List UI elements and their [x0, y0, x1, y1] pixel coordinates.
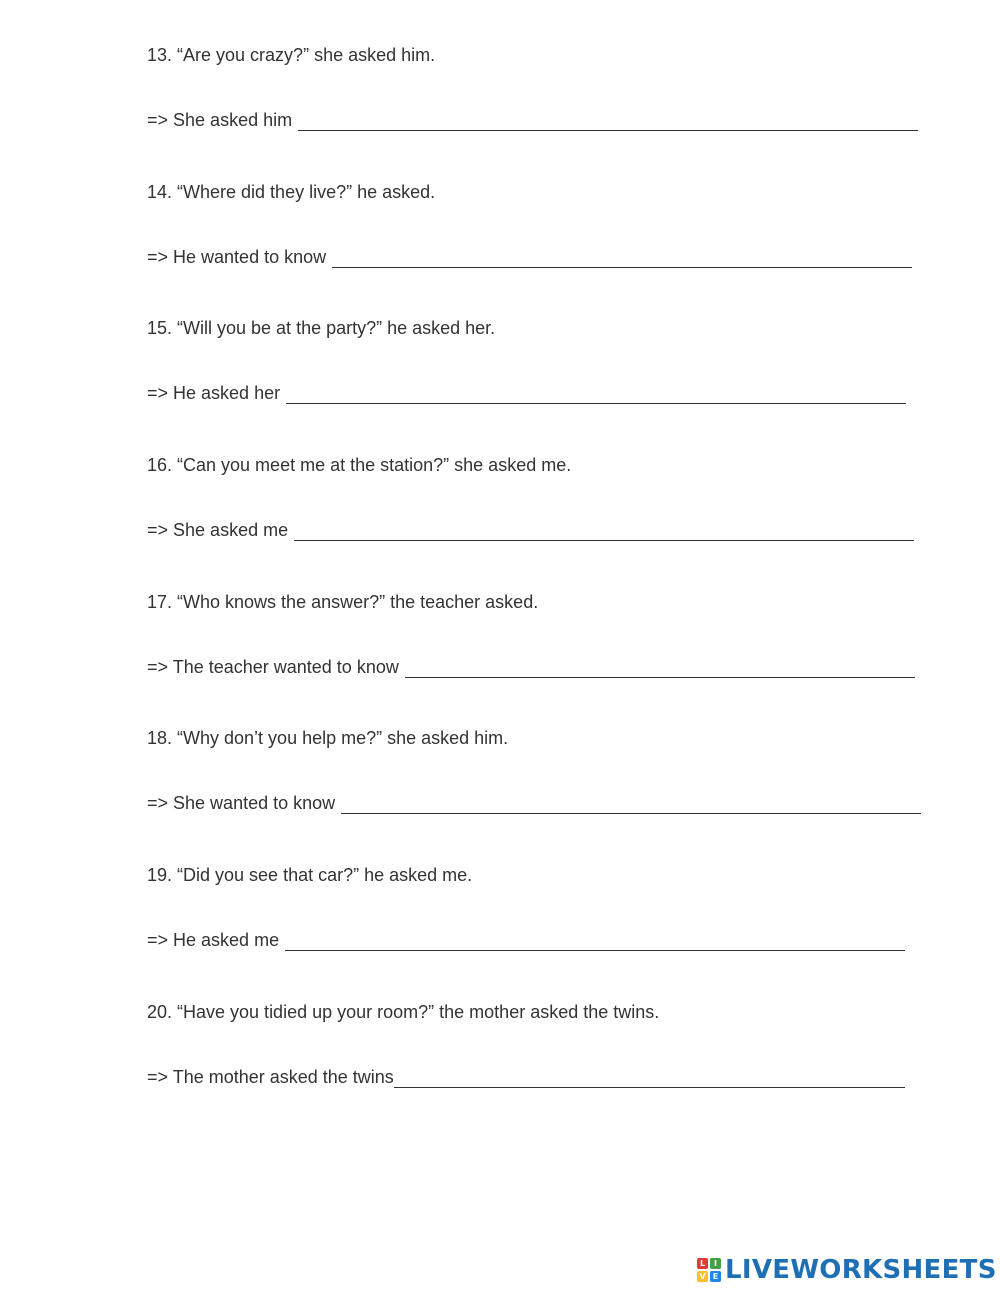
question-20: 20. “Have you tidied up your room?” the mother asked the twins. — [147, 1002, 660, 1022]
answer-blank-14[interactable] — [332, 250, 912, 268]
answer-prefix-17: => The teacher wanted to know — [147, 657, 399, 677]
answer-prefix-16: => She asked me — [147, 520, 289, 540]
question-14: 14. “Where did they live?” he asked. — [147, 182, 436, 202]
answer-row-15 — [147, 380, 906, 404]
answer-row-18 — [147, 790, 921, 814]
answer-row-17 — [147, 654, 915, 678]
answer-blank-16[interactable] — [294, 523, 914, 541]
answer-blank-17[interactable] — [405, 660, 915, 678]
answer-blank-18[interactable] — [341, 796, 921, 814]
answer-blank-15[interactable] — [286, 386, 906, 404]
answer-row-16 — [147, 517, 914, 541]
answer-prefix-19: => He asked me — [147, 930, 280, 950]
logo-mark-letter: V — [697, 1271, 708, 1282]
logo-mark-letter: I — [710, 1258, 721, 1269]
logo-text: LIVEWORKSHEETS — [725, 1255, 997, 1285]
answer-prefix-14: => He wanted to know — [147, 247, 327, 267]
question-19: 19. “Did you see that car?” he asked me. — [147, 865, 473, 885]
logo-mark-letter: E — [710, 1271, 721, 1282]
answer-blank-20[interactable] — [394, 1070, 905, 1088]
answer-blank-13[interactable] — [298, 113, 918, 131]
answer-prefix-18: => She wanted to know — [147, 793, 336, 813]
answer-row-19 — [147, 927, 905, 951]
answer-prefix-13: => She asked him — [147, 110, 293, 130]
answer-prefix-20: => The mother asked the twins — [147, 1067, 394, 1087]
logo-mark-icon — [697, 1258, 721, 1282]
question-16: 16. “Can you meet me at the station?” she asked me. — [147, 455, 572, 475]
answer-row-13 — [147, 107, 918, 131]
answer-row-20 — [147, 1064, 905, 1088]
logo-mark-letter: L — [697, 1258, 708, 1269]
liveworksheets-logo — [697, 1254, 997, 1286]
question-18: 18. “Why don’t you help me?” she asked him. — [147, 728, 509, 748]
question-15: 15. “Will you be at the party?” he asked her. — [147, 318, 496, 338]
answer-row-14 — [147, 244, 912, 268]
answer-blank-19[interactable] — [285, 933, 905, 951]
question-13: 13. “Are you crazy?” she asked him. — [147, 45, 436, 65]
question-17: 17. “Who knows the answer?” the teacher asked. — [147, 592, 539, 612]
answer-prefix-15: => He asked her — [147, 383, 281, 403]
